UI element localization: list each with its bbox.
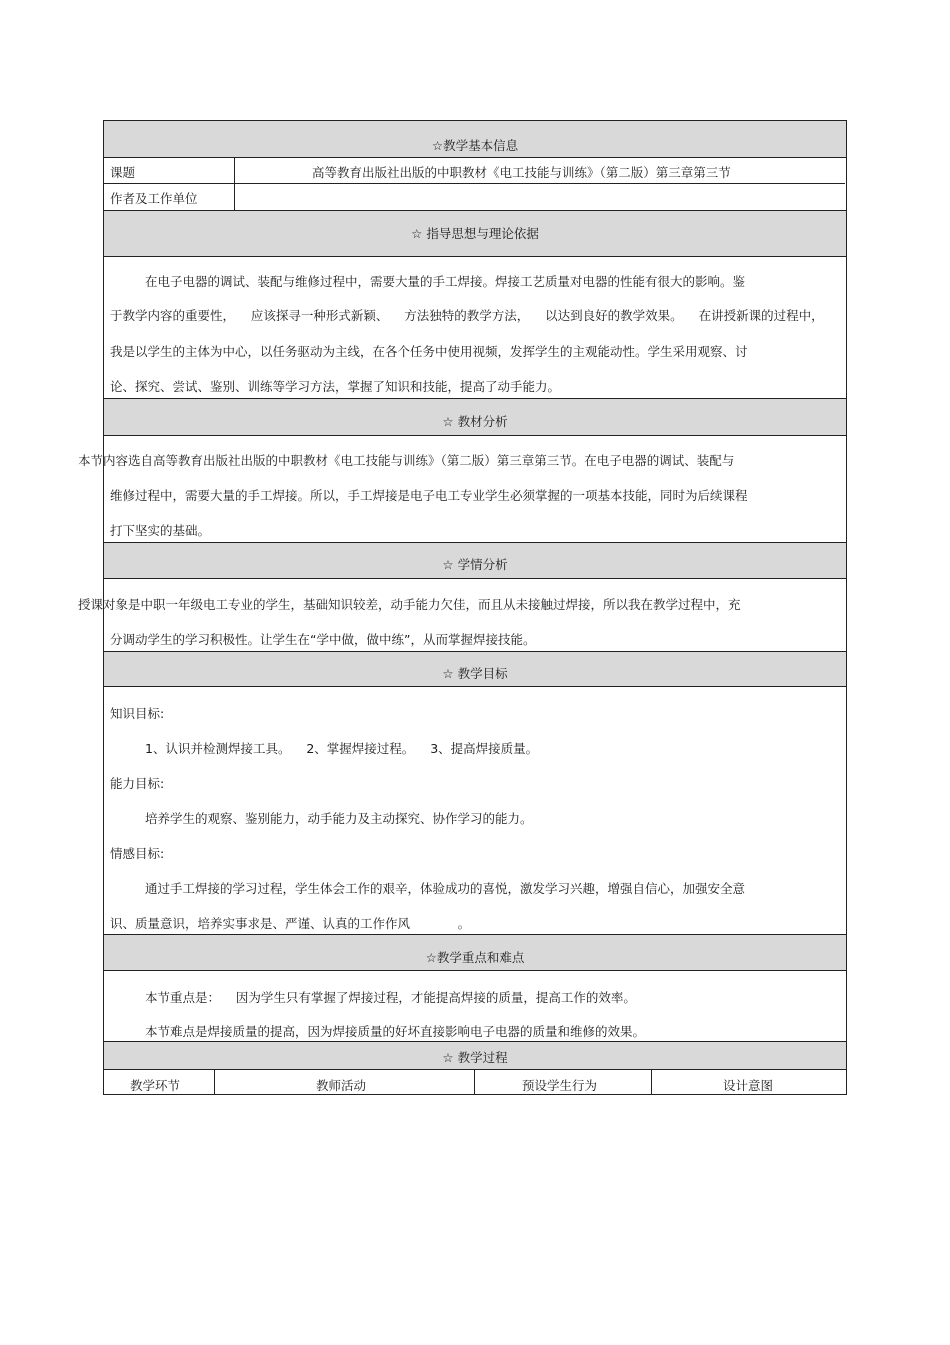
column-divider	[214, 1069, 215, 1094]
material-body	[78, 435, 847, 543]
goals-header-text: ☆ 教学目标	[442, 666, 508, 681]
knowledge-text: 1、认识并检测焊接工具。 2、掌握焊接过程。 3、提高焊接质量。	[145, 741, 539, 756]
row-divider	[104, 183, 845, 184]
process-header-text: ☆ 教学过程	[442, 1050, 508, 1065]
column-header-student: 预设学生行为	[522, 1078, 598, 1093]
emotion-label: 情感目标:	[110, 846, 165, 861]
emotion-text: 通过手工焊接的学习过程，学生体会工作的艰辛，体验成功的喜悦，激发学习兴趣，增强自信心，加强安全意	[145, 881, 746, 896]
ability-label: 能力目标:	[110, 776, 165, 791]
material-line: 维修过程中，需要大量的手工焊接。所以，手工焊接是电子电工专业学生必须掌握的一项基本技能，同时为后续课程	[110, 488, 748, 503]
column-header-stage: 教学环节	[130, 1078, 181, 1093]
keypoints-header	[103, 934, 847, 971]
knowledge-label: 知识目标:	[110, 706, 165, 721]
column-divider	[651, 1069, 652, 1094]
column-divider	[474, 1069, 475, 1094]
material-line: 打下坚实的基础。	[110, 523, 211, 538]
guiding-line: 于教学内容的重要性， 应该探寻一种形式新颖、 方法独特的教学方法， 以达到良好的教学效果。 在讲授新课的过程中，	[110, 308, 824, 323]
guiding-line: 论、探究、尝试、鉴别、训练等学习方法，掌握了知识和技能，提高了动手能力。	[110, 379, 561, 394]
column-divider	[234, 157, 235, 210]
material-line: 本节内容选自高等教育出版社出版的中职教材《电工技能与训练》（第二版）第三章第三节。在电子电器的调试、装配与	[78, 453, 735, 468]
difficulty-line: 本节难点是焊接质量的提高，因为焊接质量的好坏直接影响电子电器的质量和维修的效果。	[145, 1024, 646, 1039]
guiding-header-text: ☆ 指导思想与理论依据	[411, 226, 539, 241]
students-header-text: ☆ 学情分析	[442, 557, 508, 572]
guiding-line: 我是以学生的主体为中心，以任务驱动为主线，在各个任务中使用视频，发挥学生的主观能动性。学生采用观察、讨	[110, 344, 748, 359]
process-header	[103, 1041, 847, 1070]
basic-info-table	[103, 157, 847, 211]
author-label: 作者及工作单位	[110, 191, 198, 206]
topic-label: 课题	[110, 165, 136, 180]
emotion-text: 识、质量意识，培养实事求是、严谨、认真的工作作风 。	[110, 916, 471, 931]
material-header	[103, 398, 847, 436]
students-line: 授课对象是中职一年级电工专业的学生，基础知识较差，动手能力欠佳，而且从未接触过焊接，所以我在教学过程中，充	[78, 597, 741, 612]
ability-text: 培养学生的观察、鉴别能力，动手能力及主动探究、协作学习的能力。	[145, 811, 533, 826]
basic-info-header-text: ☆教学基本信息	[431, 138, 519, 153]
keypoint-line: 本节重点是： 因为学生只有掌握了焊接过程，才能提高焊接的质量，提高工作的效率。	[145, 990, 636, 1005]
guiding-body	[103, 256, 847, 399]
column-header-intent: 设计意图	[723, 1078, 774, 1093]
students-header	[103, 542, 847, 579]
guiding-line: 在电子电器的调试、装配与维修过程中，需要大量的手工焊接。焊接工艺质量对电器的性能有很大的影响。鉴	[145, 274, 746, 289]
material-header-text: ☆ 教材分析	[442, 414, 508, 429]
process-table-header	[103, 1069, 847, 1095]
column-header-teacher: 教师活动	[316, 1078, 367, 1093]
guiding-header	[103, 210, 847, 257]
basic-info-header	[103, 120, 847, 158]
students-line: 分调动学生的学习积极性。让学生在“学中做，做中练”，从而掌握焊接技能。	[110, 632, 536, 647]
goals-header	[103, 651, 847, 687]
keypoints-body	[103, 970, 847, 1042]
topic-value: 高等教育出版社出版的中职教材《电工技能与训练》（第二版）第三章第三节	[312, 165, 731, 180]
keypoints-header-text: ☆教学重点和难点	[425, 950, 525, 965]
students-body	[78, 578, 847, 652]
goals-body	[103, 686, 847, 935]
